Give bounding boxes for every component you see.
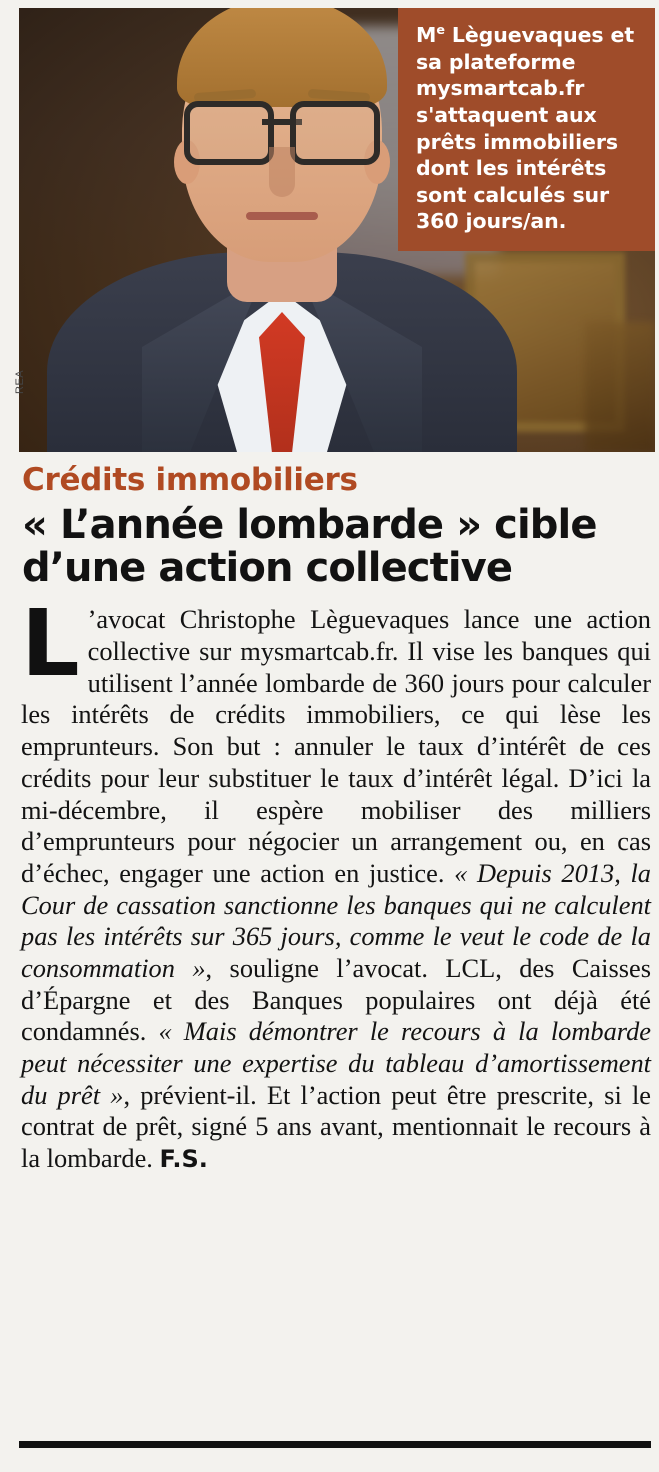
photo-credit-label: REA bbox=[14, 369, 26, 394]
photo-caption-box bbox=[398, 8, 655, 251]
article-kicker: Crédits immobiliers bbox=[22, 462, 358, 498]
lens-left bbox=[184, 101, 274, 165]
nose bbox=[269, 147, 295, 197]
article-body bbox=[21, 590, 652, 1174]
drop-cap: L bbox=[21, 590, 80, 698]
bottom-rule bbox=[19, 1441, 651, 1448]
article-text-column bbox=[19, 462, 651, 1175]
page-title: « L’année lombarde » cible d’une action collective bbox=[22, 502, 597, 592]
photo-credit bbox=[0, 369, 26, 452]
mouth bbox=[246, 212, 318, 220]
article-body-text: ’avocat Christophe Lèguevaques lance une action collective sur mysmartcab.fr. Il vise les banques qui utilisent l’année lombarde de 360 jours pour calculer les intérêts de crédits immobiliers, ce qui lèse les emprunteurs. Son but : annuler le taux d’intérêt de ces crédits pour leur substituer le taux d’intérêt légal. D’ici la mi-décembre, il espère mobiliser des milliers d’emprunteurs pour négocier un arrangement ou, en cas d’échec, engager une action en justice. « Depuis 2013, la Cour de cassation sanctionne les banques qui ne calculent pas les intérêts sur 365 jours, comme le veut le code de la consommation », souligne l’avocat. LCL, des Caisses d’Épargne et des Banques populaires ont déjà été condamnés. « Mais démontrer le recours à la lombarde peut nécessiter une expertise du tableau d’amortissement du prêt », prévient-il. Et l’action peut être prescrite, si le contrat de prêt, signé 5 ans avant, mentionnait le recours à la lombarde. bbox=[21, 604, 652, 1174]
photo-caption-text: Me Lèguevaques et sa plateforme mysmartcab.fr s'attaquent aux prêts immobiliers dont les intérêts sont calculés sur 360 jours/an. bbox=[416, 22, 635, 234]
article-photo bbox=[19, 8, 655, 452]
article-signature: F.S. bbox=[159, 1145, 208, 1174]
photo-picture-frame-secondary bbox=[585, 322, 655, 452]
lens-right bbox=[290, 101, 380, 165]
